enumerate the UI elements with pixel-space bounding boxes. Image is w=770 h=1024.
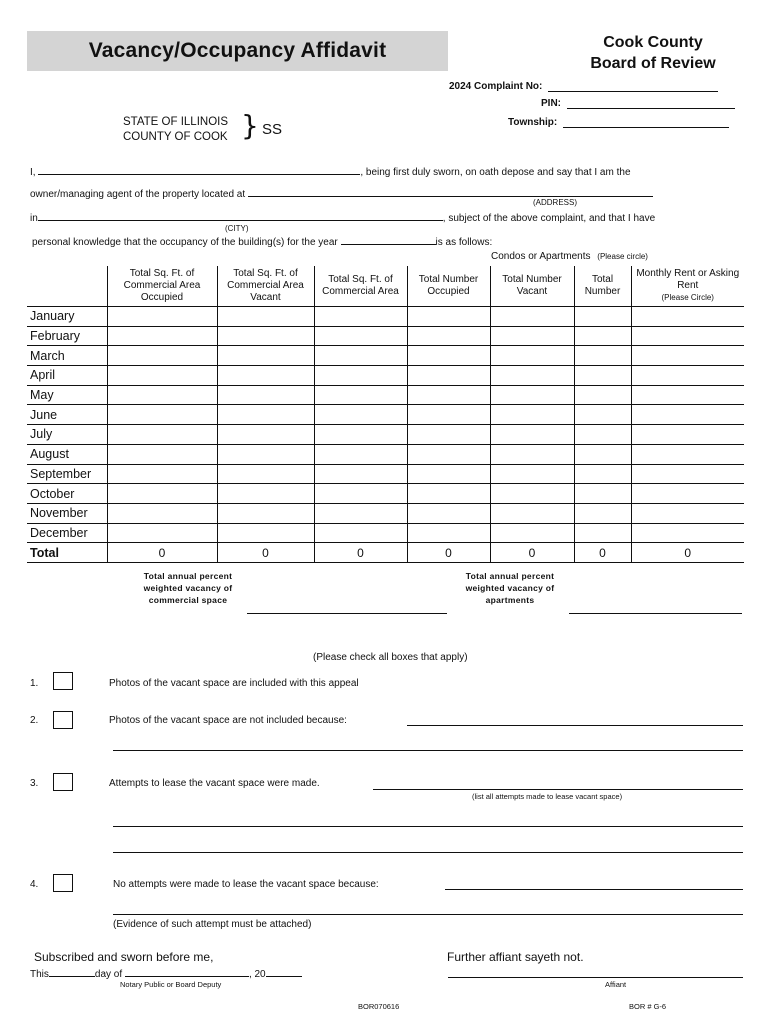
table-cell[interactable] xyxy=(217,484,314,504)
table-cell[interactable] xyxy=(490,366,574,386)
table-row xyxy=(27,385,744,405)
table-cell[interactable] xyxy=(490,307,574,327)
table-cell[interactable] xyxy=(574,326,631,346)
table-cell[interactable] xyxy=(314,444,407,464)
table-cell[interactable] xyxy=(574,484,631,504)
table-cell[interactable] xyxy=(407,523,490,543)
column-header: Total Sq. Ft. of Commercial Area Vacant xyxy=(217,266,314,307)
month-label: December xyxy=(27,523,107,543)
item-text: Attempts to lease the vacant space were made. xyxy=(109,778,320,789)
table-cell[interactable] xyxy=(107,503,217,523)
subscribed-label: Subscribed and sworn before me, xyxy=(34,950,214,964)
year-suffix-input[interactable] xyxy=(266,966,302,977)
table-cell[interactable] xyxy=(631,425,744,445)
month-label: September xyxy=(27,464,107,484)
attempts-caption: (list all attempts made to lease vacant space) xyxy=(472,792,623,801)
oath-line-1: I, , being first duly sworn, on oath depose and say that I am the xyxy=(30,164,631,178)
date-line: This day of , 20 xyxy=(30,966,302,980)
table-cell[interactable] xyxy=(631,464,744,484)
table-cell[interactable] xyxy=(217,425,314,445)
table-cell[interactable] xyxy=(217,464,314,484)
month-label: March xyxy=(27,346,107,366)
table-cell[interactable] xyxy=(107,405,217,425)
table-cell[interactable] xyxy=(631,346,744,366)
no-attempts-input-line[interactable] xyxy=(113,914,743,915)
table-row xyxy=(27,307,744,327)
month-label: October xyxy=(27,484,107,504)
oath-line-3: in , subject of the above complaint, and that I have xyxy=(30,210,655,224)
checkbox-attempts-made[interactable] xyxy=(53,773,73,791)
reason-input-line[interactable] xyxy=(407,725,743,726)
form-title: Vacancy/Occupancy Affidavit xyxy=(88,39,387,62)
table-cell[interactable] xyxy=(217,444,314,464)
table-cell[interactable] xyxy=(574,425,631,445)
table-cell[interactable] xyxy=(407,444,490,464)
table-cell[interactable] xyxy=(490,346,574,366)
item-text: No attempts were made to lease the vacant space because: xyxy=(113,879,379,890)
table-cell[interactable] xyxy=(631,523,744,543)
table-cell[interactable] xyxy=(107,307,217,327)
commercial-vacancy-input[interactable] xyxy=(247,613,447,614)
item-number: 1. xyxy=(30,678,39,689)
table-cell[interactable] xyxy=(407,326,490,346)
table-cell[interactable] xyxy=(314,307,407,327)
table-row xyxy=(27,503,744,523)
checkbox-no-attempts[interactable] xyxy=(53,874,73,892)
table-cell[interactable] xyxy=(490,444,574,464)
pin-field: PIN: xyxy=(541,97,735,109)
form-title-bar xyxy=(27,31,448,71)
complaint-field: 2024 Complaint No: xyxy=(449,80,718,92)
oath-line-4: personal knowledge that the occupancy of the building(s) for the year is as follows: xyxy=(32,234,492,248)
table-cell[interactable] xyxy=(314,326,407,346)
table-cell[interactable] xyxy=(407,405,490,425)
reason-input-line[interactable] xyxy=(113,750,743,751)
table-cell[interactable] xyxy=(407,346,490,366)
table-cell[interactable] xyxy=(314,346,407,366)
table-cell[interactable] xyxy=(574,444,631,464)
oath-line-2: owner/managing agent of the property located at xyxy=(30,186,653,200)
table-cell[interactable] xyxy=(107,484,217,504)
no-attempts-input-line[interactable] xyxy=(445,889,743,890)
table-cell[interactable] xyxy=(490,385,574,405)
table-cell[interactable] xyxy=(314,484,407,504)
month-label: November xyxy=(27,503,107,523)
year-input[interactable] xyxy=(341,234,436,245)
item-number: 3. xyxy=(30,778,39,789)
table-cell[interactable] xyxy=(631,405,744,425)
month-label: June xyxy=(27,405,107,425)
item-text: Photos of the vacant space are not included because: xyxy=(109,715,347,726)
table-cell[interactable] xyxy=(407,366,490,386)
table-row xyxy=(27,405,744,425)
table-cell[interactable] xyxy=(217,385,314,405)
table-row xyxy=(27,366,744,386)
table-cell[interactable] xyxy=(490,503,574,523)
table-row xyxy=(27,346,744,366)
table-cell[interactable] xyxy=(217,366,314,386)
condos-apartments-label[interactable]: Condos or Apartments (Please circle) xyxy=(491,251,648,262)
table-cell[interactable] xyxy=(574,366,631,386)
table-cell[interactable] xyxy=(107,385,217,405)
day-input[interactable] xyxy=(49,966,95,977)
table-cell[interactable] xyxy=(490,484,574,504)
checklist-instruction: (Please check all boxes that apply) xyxy=(313,652,468,663)
month-label: February xyxy=(27,326,107,346)
table-cell[interactable] xyxy=(631,503,744,523)
column-header: Total Number Occupied xyxy=(407,266,490,307)
table-cell[interactable] xyxy=(490,405,574,425)
table-cell[interactable] xyxy=(217,405,314,425)
checkbox-photos-not-included[interactable] xyxy=(53,711,73,729)
table-cell[interactable] xyxy=(107,444,217,464)
address-caption: (ADDRESS) xyxy=(533,198,578,207)
table-cell[interactable] xyxy=(631,444,744,464)
column-header: Total Number Vacant xyxy=(490,266,574,307)
table-cell[interactable] xyxy=(407,503,490,523)
table-cell[interactable] xyxy=(631,366,744,386)
table-cell[interactable] xyxy=(490,523,574,543)
table-cell[interactable] xyxy=(631,307,744,327)
table-cell[interactable] xyxy=(574,464,631,484)
table-row xyxy=(27,444,744,464)
month-column-header xyxy=(27,266,107,307)
affiant-name-input[interactable] xyxy=(38,164,360,175)
table-cell[interactable] xyxy=(574,405,631,425)
checkbox-photos-included[interactable] xyxy=(53,672,73,690)
affiant-caption: Affiant xyxy=(605,980,627,989)
item-number: 2. xyxy=(30,715,39,726)
total-cell[interactable]: 0 xyxy=(217,543,314,563)
table-row xyxy=(27,523,744,543)
commercial-vacancy-label: Total annual percent weighted vacancy of commercial space xyxy=(143,571,233,605)
table-cell[interactable] xyxy=(490,326,574,346)
org-name: Cook County Board of Review xyxy=(590,34,716,72)
total-cell[interactable]: 0 xyxy=(490,543,574,563)
total-cell[interactable]: 0 xyxy=(107,543,217,563)
table-cell[interactable] xyxy=(217,326,314,346)
month-label: July xyxy=(27,425,107,445)
table-row xyxy=(27,326,744,346)
table-cell[interactable] xyxy=(407,307,490,327)
total-cell[interactable]: 0 xyxy=(574,543,631,563)
table-cell[interactable] xyxy=(107,523,217,543)
table-cell[interactable] xyxy=(314,405,407,425)
table-cell[interactable] xyxy=(107,346,217,366)
occupancy-table xyxy=(27,266,744,563)
footer-code-right: BOR # G-6 xyxy=(629,1002,667,1011)
attempts-input-line[interactable] xyxy=(373,789,743,790)
item-number: 4. xyxy=(30,879,39,890)
table-row xyxy=(27,425,744,445)
affiant-signature-line[interactable] xyxy=(448,977,743,978)
month-label: May xyxy=(27,385,107,405)
total-label: Total xyxy=(27,543,107,563)
table-row xyxy=(27,464,744,484)
table-cell[interactable] xyxy=(217,307,314,327)
month-label: January xyxy=(27,307,107,327)
table-cell[interactable] xyxy=(407,464,490,484)
table-cell[interactable] xyxy=(314,503,407,523)
table-cell[interactable] xyxy=(107,464,217,484)
table-cell[interactable] xyxy=(217,523,314,543)
total-cell[interactable]: 0 xyxy=(314,543,407,563)
table-row xyxy=(27,484,744,504)
item-text: Photos of the vacant space are included with this appeal xyxy=(109,678,359,689)
table-cell[interactable] xyxy=(631,326,744,346)
total-cell[interactable]: 0 xyxy=(407,543,490,563)
city-input[interactable] xyxy=(38,210,443,221)
address-input[interactable] xyxy=(248,186,653,197)
apartment-vacancy-label: Total annual percent weighted vacancy of apartments xyxy=(465,571,555,605)
attempts-input-line[interactable] xyxy=(113,852,743,853)
table-cell[interactable] xyxy=(574,346,631,366)
month-input[interactable] xyxy=(125,966,249,977)
city-caption: (CITY) xyxy=(225,224,249,233)
table-cell[interactable] xyxy=(314,385,407,405)
footer-code-left: BOR070616 xyxy=(358,1002,400,1011)
table-cell[interactable] xyxy=(574,503,631,523)
table-cell[interactable] xyxy=(631,484,744,504)
table-cell[interactable] xyxy=(314,523,407,543)
apartment-vacancy-input[interactable] xyxy=(569,613,742,614)
table-cell[interactable] xyxy=(631,385,744,405)
township-input[interactable] xyxy=(563,116,729,128)
table-cell[interactable] xyxy=(217,503,314,523)
table-header-row xyxy=(27,266,744,307)
attempts-input-line[interactable] xyxy=(113,826,743,827)
table-cell[interactable] xyxy=(217,346,314,366)
table-cell[interactable] xyxy=(574,307,631,327)
notary-caption: Notary Public or Board Deputy xyxy=(120,980,222,989)
table-cell[interactable] xyxy=(107,425,217,445)
venue-ss: SS xyxy=(262,121,283,138)
table-cell[interactable] xyxy=(407,385,490,405)
table-cell[interactable] xyxy=(107,366,217,386)
complaint-input[interactable] xyxy=(548,80,718,92)
evidence-note: (Evidence of such attempt must be attached) xyxy=(113,919,312,930)
column-header-rent: Monthly Rent or Asking Rent (Please Circle) xyxy=(631,266,744,307)
pin-input[interactable] xyxy=(567,97,735,109)
column-header: Total Number xyxy=(574,266,631,307)
table-cell[interactable] xyxy=(407,484,490,504)
venue-block: STATE OF ILLINOIS COUNTY OF COOK xyxy=(123,116,229,143)
month-label: August xyxy=(27,444,107,464)
further-affiant-label: Further affiant sayeth not. xyxy=(447,950,584,964)
table-cell[interactable] xyxy=(574,385,631,405)
venue-brace: } xyxy=(241,109,259,142)
table-cell[interactable] xyxy=(314,366,407,386)
table-cell[interactable] xyxy=(490,425,574,445)
column-header: Total Sq. Ft. of Commercial Area Occupied xyxy=(107,266,217,307)
table-cell[interactable] xyxy=(574,523,631,543)
month-label: April xyxy=(27,366,107,386)
total-row xyxy=(27,543,744,563)
table-cell[interactable] xyxy=(314,464,407,484)
table-cell[interactable] xyxy=(490,464,574,484)
table-cell[interactable] xyxy=(107,326,217,346)
township-field: Township: xyxy=(508,116,729,128)
table-cell[interactable] xyxy=(314,425,407,445)
table-cell[interactable] xyxy=(407,425,490,445)
total-cell[interactable]: 0 xyxy=(631,543,744,563)
column-header: Total Sq. Ft. of Commercial Area xyxy=(314,266,407,307)
